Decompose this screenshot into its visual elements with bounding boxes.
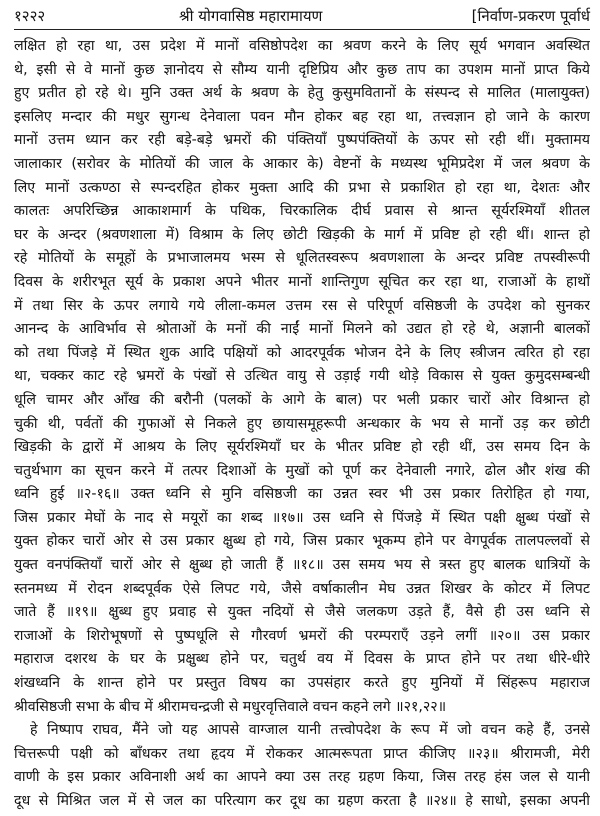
text-line: को तथा पिंजड़े में स्थित शुक आदि पक्षियों को आदरपूर्वक भोजन देने के लिए स्त्रीजन त्वरित हो रहा bbox=[14, 344, 590, 361]
text-line: महाराज दशरथ के घर के प्रक्षुब्ध होने पर, चतुर्थ वय में दिवस के प्राप्त होने पर तथा धीरे-धीरे bbox=[14, 651, 590, 668]
body-text bbox=[14, 35, 590, 814]
text-line: में तथा सिर के ऊपर लगाये गये लीला-कमल उत्तम रस से परिपूर्ण वसिष्ठजी के उपदेश को सुनकर bbox=[14, 297, 590, 314]
text-line: चित्तरूपी पक्षी को बाँधकर तथा हृदय में रोककर आत्मरूपता प्राप्त कीजिए ॥२३॥ श्रीरामजी, मेरी bbox=[14, 745, 590, 762]
page-header bbox=[14, 6, 590, 27]
text-line: युक्त होकर चारों ओर से उस प्रकार क्षुब्ध हो गये, जिस प्रकार भूकम्प होने पर वेगपूर्वक तालपल्लवों से bbox=[14, 533, 590, 550]
text-line: दूध से मिश्रित जल में से जल का परित्याग कर दूध का ग्रहण करता है ॥२४॥ हे साधो, इसका अपनी bbox=[14, 793, 590, 809]
text-line: हे निष्पाप राघव, मैंने जो यह आपसे वाग्जाल यानी तत्त्वोपदेश के रूप में जो वचन कहे हैं, उनसे bbox=[30, 722, 590, 739]
text-line: लक्षित हो रहा था, उस प्रदेश में मानों वसिष्ठोपदेश का श्रवण करने के लिए सूर्य भगवान अवस्थित bbox=[14, 38, 590, 54]
text-line: खिड़की के द्वारों में आश्रय के लिए सूर्यरश्मियाँ घर के भीतर प्रविष्ट हो रही थीं, उस समय दिन के bbox=[14, 439, 590, 456]
text-line: दिवस के शरीरभूत सूर्य के प्रकाश अपने भीतर मानों शान्तिगुण सूचित कर रहा था, राजाओं के हाथों bbox=[14, 273, 590, 290]
text-line: वाणी के इस प्रकार अविनाशी अर्थ का आपने क्या उस तरह ग्रहण किया, जिस तरह हंस जल से यानी bbox=[14, 769, 590, 786]
text-line: स्तनमध्य में रोदन शब्दपूर्वक ऐसे लिपट गये, जैसे वर्षाकालीन मेघ उन्नत शिखर के कोटर में लिपट bbox=[14, 580, 590, 597]
text-line: था, चक्कर काट रहे भ्रमरों के पंखों से उत्थित वायु से उड़ाई गयी थोड़े विकास से युक्त कुमुदसम्बन्धी bbox=[14, 368, 590, 385]
text-line: जालाकार (सरोवर के मोतियों की जाल के आकार के) वेष्टनों के मध्यस्थ भूमिप्रदेश में जल श्रवण के bbox=[14, 155, 590, 172]
text-line: चतुर्थभाग का सूचन करने में तत्पर दिशाओं के मुखों को पूर्ण कर देनेवाली नगारे, ढोल और शंख की bbox=[14, 462, 590, 479]
text-line: रहे मोतियों के समूहों के प्रभाजालमय भस्म से धूलितस्वरूप श्रवणशाला के अन्दर प्रविष्ट तपस्वीरूपी bbox=[14, 250, 590, 267]
book-title: श्री योगवासिष्ठ महारामायण bbox=[179, 7, 323, 25]
text-line: थे, इसी से वे मानों कुछ ज्ञानोदय से सौम्य यानी दृष्टिप्रिय और कुछ ताप का उपशम मानों प्राप्त किये bbox=[14, 61, 590, 78]
text-line: चुकी थी, पर्वतों की गुफाओं से निकले हुए छायासमूहरूपी अन्धकार के भय से मानों उड़ कर छोटी bbox=[14, 415, 590, 432]
text-line: लिए मानों उत्कण्ठा से स्पन्दरहित होकर मुक्ता आदि की प्रभा से प्रकाशित हो रहा था, देशतः और bbox=[14, 179, 590, 196]
text-line: शंखध्वनि के शान्त होने पर प्रस्तुत विषय का उपसंहार करते हुए मुनियों में सिंहरूप महाराज bbox=[14, 675, 590, 692]
text-line: श्रीवसिष्ठजी सभा के बीच में श्रीरामचन्द्रजी से मधुरवृत्तिवाले वचन कहने लगे ॥२१,२२॥ bbox=[14, 698, 447, 715]
page-number: १२२२ bbox=[14, 7, 46, 25]
text-line: राजाओं के शिरोभूषणों से पुष्पधूलि से गौरवर्ण भ्रमरों की परम्पराएँ उड़ने लगीं ॥२०॥ उस प्रकार bbox=[14, 627, 590, 644]
text-line: युक्त वनपंक्तियाँ चारों ओर से क्षुब्ध हो जाती हैं ॥१८॥ उस समय भय से त्रस्त हुए बालक धात्रियों के bbox=[14, 557, 590, 574]
text-line: कालतः अपरिच्छिन्न आकाशमार्ग के पथिक, चिरकालिक दीर्घ प्रवास से श्रान्त सूर्यरश्मियाँ शीतल bbox=[14, 203, 590, 220]
text-line: मानों उत्तम ध्यान कर रही बड़े-बड़े भ्रमरों की पंक्तियाँ पुष्पपंक्तियों के ऊपर सो रही थीं। मुक्तामय bbox=[14, 132, 590, 149]
text-line: जाते हैं ॥१९॥ क्षुब्ध हुए प्रवाह से युक्त नदियों से जैसे जलकण उड़ते हैं, वैसे ही उस ध्वनि से bbox=[14, 604, 590, 621]
section-label: [निर्वाण-प्रकरण पूर्वार्ध bbox=[471, 7, 590, 25]
text-line: आनन्द के आविर्भाव से श्रोताओं के मनों की नाईं मानों मिलने को उद्यत हो रहे थे, अज्ञानी बालकों bbox=[14, 321, 590, 338]
header-divider bbox=[14, 29, 590, 30]
text-line: धूलि चामर और आँख की बरौनी (पलकों के आगे के बाल) पर भली प्रकार चारों ओर विश्रान्त हो bbox=[14, 391, 590, 408]
text-line: इसलिए मन्दार की मधुर सुगन्ध देनेवाला पवन मौन होकर बह रहा था, तत्त्वज्ञान हो जाने के कारण bbox=[14, 108, 590, 125]
text-line: हुए प्रतीत हो रहे थे। मुनि उक्त अर्थ के श्रवण के हेतु कुसुमवितानों के संस्पन्द से मालित (मालायुक्त) bbox=[14, 85, 590, 102]
text-line: जिस प्रकार मेघों के नाद से मयूरों का शब्द ॥१७॥ उस ध्वनि से पिंजड़े में स्थित पक्षी क्षुब्ध पंखों से bbox=[14, 509, 590, 526]
text-line: ध्वनि हुई ॥२-१६॥ उक्त ध्वनि से मुनि वसिष्ठजी का उन्नत स्वर भी उस प्रकार तिरोहित हो गया, bbox=[14, 486, 590, 503]
text-line: घर के अन्दर (श्रवणशाला में) विश्राम के लिए छोटी खिड़की के मार्ग में प्रविष्ट हो रही थीं। शान्त हो bbox=[14, 226, 590, 243]
